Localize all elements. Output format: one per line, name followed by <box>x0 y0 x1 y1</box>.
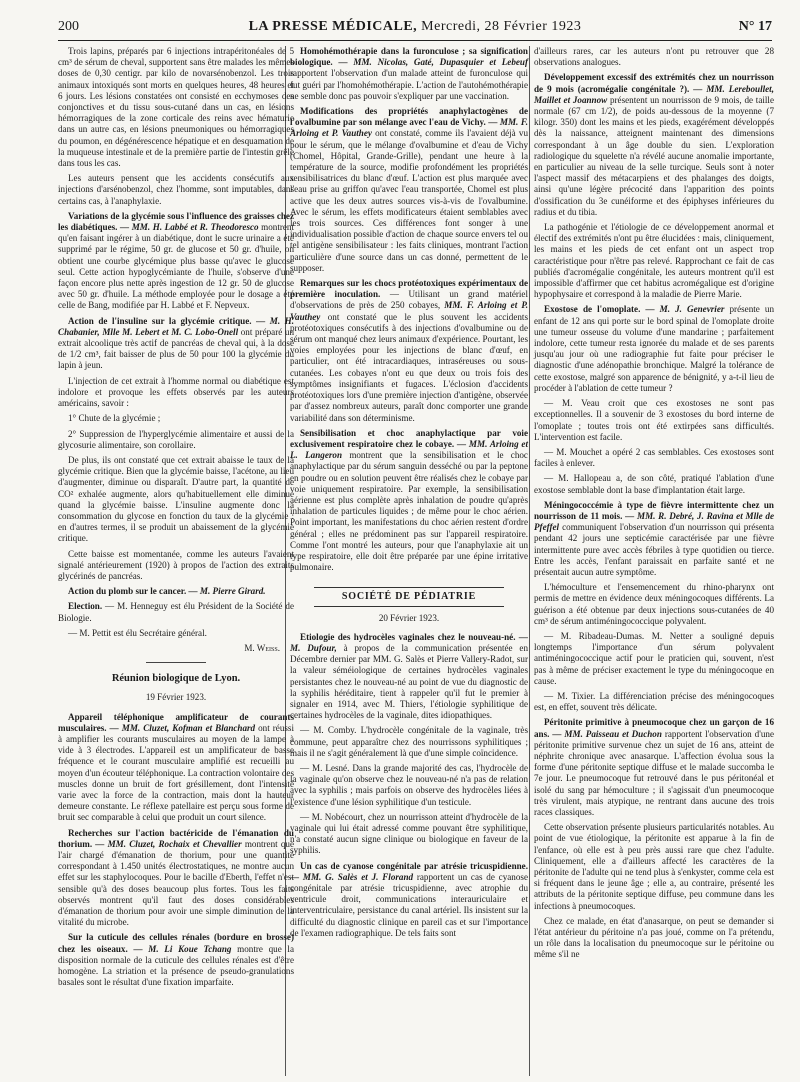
paragraph: — M. Veau croit que ces exostoses ne sont pas exceptionnelles. Il a souvenir de 3 exostoses du bord interne de l'omoplate ; toutes trois ont été extirpées sans difficultés. L'intervention est facile. <box>534 398 774 442</box>
article-title: Action du plomb sur le cancer. <box>68 586 187 597</box>
article <box>534 304 774 394</box>
paragraph: 2° Suppression de l'hyperglycémie alimentaire et aussi de la glycosurie alimentaire, son corollaire. <box>58 428 294 450</box>
paragraph: Chez ce malade, en état d'anasarque, on peut se demander si l'état antérieur du péritoine n'a pas joué, comme on l'a prétendu, un rôle dans la localisation du pneumocoque sur le péritoine ou même s'il ne <box>534 915 774 960</box>
article <box>58 601 294 623</box>
article-text: présente un enfant de 12 ans qui porte sur le bord spinal de l'omoplate droite une tumeur osseuse du volume d'une mandarine ; parfaitement indolore, cette tumeur resta ignorée du malade et de ses parents jusqu'au jour où une radiographie fut faite pour préciser le diagnostic d'une adénopathie bronchique. Malgré la tolérance de cette exostose, malgré son apparence de bénignité, y a-t-il lieu de procéder à l'ablation de cette tumeur ? <box>534 304 774 393</box>
article-title: Péritonite primitive à pneumocoque chez un garçon de 16 ans. <box>534 717 774 739</box>
column-1 <box>58 46 294 992</box>
article <box>58 712 294 824</box>
article-authors: — M. J. Genevrier <box>640 304 725 315</box>
article <box>290 278 528 424</box>
article-text: à propos de la communication présentée en Décembre dernier par MM. G. Salès et Pierre Vallery-Radot, sur la valeur séméiologique de certaines hydrocèles vaginales persistantes chez le nouveau-né au point de vue du diagnostic de la syphilis héréditaire, tient à rappeler qu'il fut le premier à signaler en 1914, avec M. Thiers, l'étiologie syphilitique de certaines hydrocèles de la vaginale, dites idiopathiques. <box>290 642 528 721</box>
article <box>58 828 294 929</box>
column-3 <box>534 46 774 965</box>
section-title: Réunion biologique de Lyon. <box>111 673 241 685</box>
article-title: Recherches sur l'action bactéricide de l'émanation du thorium. <box>58 827 294 849</box>
page-number: 200 <box>58 19 79 34</box>
article-title: Sur la cuticule des cellules rénales (bordure en brosse) chez les oiseaux. <box>58 932 294 954</box>
article-text: rapportent un cas de cyanose congénitale par atrésie tricuspidienne, avec atrophie du ventricule droit, communications interauriculaire et interventriculaire, persistance du canal artériel. Ils insistent sur la difficulté du diagnostic clinique en pareil cas et sur l'importance de l'examen radiographique. De tels faits sont <box>290 871 528 938</box>
article <box>534 717 774 818</box>
paragraph: L'injection de cet extrait à l'homme normal ou diabétique est indolore et provoque les effets observés par les auteurs américains, savoir : <box>58 375 294 409</box>
article-authors: — MM. Paisseau et Duchon <box>549 728 662 739</box>
divider <box>146 662 206 663</box>
article <box>290 46 528 102</box>
journal-name: LA PRESSE MÉDICALE, <box>248 19 418 34</box>
article-authors: — M. H. Chabanier, Mlle M. Lebert et M. C. Lobo-Onell <box>58 315 294 337</box>
article-text: ont constaté que le plus souvent les accidents protéotoxiques consécutifs à des injections d'ovalbumine ou de sérum ont manqué chez leurs animaux d'expérience. Pourtant, les voies employées pour les injections de blanc d'œuf, en particulier, ont été intracardiaques, intraséreuses ou sous-cutanées. Les cobayes n'ont eu que deux ou trois fois des symptômes insignifiants et fugaces. L'éclosion d'accidents protéotoxiques lors d'une première injection d'antigène, observée par d'assez nombreux auteurs, paraît donc comporter une grande variabilité dans son déterminisme. <box>290 311 528 423</box>
article-title: Appareil téléphonique amplificateur de courants musculaires. <box>58 711 294 733</box>
paragraph: Cette observation présente plusieurs particularités notables. Au point de vue étiologique, la péritonite est apparue à la fin de l'enfance, où elle est à peu près aussi rare que chez l'adulte. Cliniquement, elle a d'ailleurs affecté les caractères de la péritonite de l'adulte qui ne tend plus à s'enkyster, comme cela est si fréquent dans le jeune âge ; elle a, au contraire, présenté les attributs de la péritonite septique diffuse, peu commune dans les infections à pneumocoques. <box>534 822 774 911</box>
article <box>290 632 528 722</box>
article-text: — Utilisant un grand matériel d'observations de près de 250 cobayes, <box>290 289 528 311</box>
signature: M. Weiss. <box>244 642 280 653</box>
paragraph: — M. Ribadeau-Dumas. M. Netter a souligné depuis longtemps l'importance d'un sérum polyvalent antiméningococcique actif pour le praticien qui, souvent, n'est pas à même de préciser exactement le type du méningocoque en cause. <box>534 630 774 686</box>
article-title: Homohémothérapie dans la furonculose ; sa signification biologique. <box>290 46 528 68</box>
paragraph: Cette baisse est momentanée, comme les auteurs l'avaient signalé antérieurement (1920) à propos de l'action des extraits glycérinés de pancréas. <box>58 548 294 581</box>
article <box>58 932 294 988</box>
paragraph: La pathogénie et l'étiologie de ce développement anormal et électif des extrémités n'ont pu être élucidées : mais, cliniquement, les mains et les pieds de cet enfant ont un aspect trop caractéristique pour n'être pas relevé. Rapprochant ce fait de cas publiés d'acromégalie congénitale, les auteurs montrent qu'il est impossible d'affirmer que cet habitus acromégalique est d'origine hypophysaire et correspond à la maladie de Pierre Marie. <box>534 222 774 300</box>
article-text: présentent un nourrisson de 9 mois, de taille normale (67 cm 1/2), de poids au-dessous de la moyenne (7 kilogr. 350) dont les mains et les pieds, exagérément développés dès la naissance, atteignent maintenant des dimensions correspondant à un âge double du sien. L'exploration radiologique du squelette n'a révélé aucune anomalie importante, en particulier au niveau de la selle turcique. Seuls sont à noter l'aspect massif des métacarpiens et des phalanges des doigts, ainsi qu'une légère précocité dans l'apparition des points d'ossification du 3e cunéiforme et des épiphyses inférieures du radius et du tibia. <box>534 94 774 217</box>
article-text: montrent qu'en faisant ingérer à un diabétique, dont le sucre urinaire a été supprimé par le régime, 50 gr. de glucose et 50 gr. d'huile, on obtient une courbe glycémique plus basse qu'avec le glucose seul. Cette action hypoglycémiante de l'huile, s'observe d'une façon encore plus nette après ingestion de 12 gr. 50 de glucose avec 50 gr. d'huile. La méthode employée pour le dosage a été celle de Bang, modifiée par H. Labbé et F. Nepveux. <box>58 222 294 311</box>
article-text: rapportent l'observation d'une péritonite primitive survenue chez un sujet de 16 ans, atteint de néphrite chronique avec anasarque. L'affection évolua sous la forme d'une péritonite septique diffuse et le malade succomba le 7e jour. Le pneumocoque fut retrouvé dans le pus péritonéal et isolé du sang par hémoculture ; il s'agissait d'un pneumocoque très virulent, mais atypique, ne rentrant dans aucune des trois races classiques. <box>534 728 774 817</box>
article-text: ont constaté, comme ils l'avaient déjà vu pour le sérum, que le mélange d'ovalbumine et d'eau de Vichy (Chomel, Hôpital, Grande-Grille), pendant une heure à la température de la source, modifie profondément les propriétés sensibilisatrices du blanc d'œuf. L'action est plus marquée avec l'eau prise au griffon qu'avec l'eau transportée, Chomel est plus active que les deux autres sources vis-à-vis de l'ovalbumine. Avec le sérum, les effets modificateurs étaient semblables avec les trois sources. Ces différences font songer à une individualisation possible d'action de chaque source envers tel ou tel antigène sensibilisateur : les faits cliniques, montrant l'action particulière d'une source dans un cas donné, permettent de le supposer. <box>290 128 529 273</box>
article-text: ont réussi à amplifier les courants musculaires au moyen de la lampe à vide à 3 électrodes. L'appareil est un amplificateur de basse fréquence et le courant musculaire amplifié est recueilli au moyen d'un écouteur téléphonique. La contraction volontaire des muscles donne un bruit de fort grésillement, dont l'intensité varie avec la force de la contraction, mais dont la hauteur demeure constante. Le réflexe patellaire est perçu sous forme de bruit sec comparable à celui que produit un court silence. <box>58 722 294 823</box>
section-date: 19 Février 1923. <box>145 692 207 703</box>
article-title: Etiologie des hydrocèles vaginales chez le nouveau-né. <box>300 631 516 642</box>
article-authors: — MM. Cluzet, Rochaix et Chevallier <box>92 838 242 849</box>
article-authors: — M. Pierre Girard. <box>186 586 266 597</box>
article <box>58 211 294 312</box>
article-authors: — MM. Arloing et L. Langeron <box>290 438 528 461</box>
article-title: Action de l'insuline sur la glycémie critique. <box>68 315 252 326</box>
article-text: montrent que la sensibilisation et le choc anaphylactique par du sérum sanguin desséché ou par la peptone en poudre ou en solution peuvent être réalisés chez le cobaye par voie uniquement respiratoire. Par exemple, la sensibilisation aérienne est plus complète après inhalation de poudre qu'après inhalation de particules liquides ; de même pour le choc aérien. Point important, les manifestations du choc aérien restent d'ordre général ; elles ne prédominent pas sur l'appareil respiratoire. Comme l'ont montré les auteurs, pour que l'anaphylaxie ait un type respiratoire, elle doit être préparée par une épine irritative pulmonaire. <box>290 450 528 573</box>
paragraph: — M. Tixier. La différenciation précise des méningocoques est, en effet, souvent très délicate. <box>534 690 774 713</box>
section-title: SOCIÉTÉ DE PÉDIATRIE <box>314 587 504 606</box>
article <box>290 861 528 939</box>
article-authors: — M. Dufour, <box>290 631 528 653</box>
article-authors: — MM. H. Labbé et R. Theodoresco <box>117 222 259 233</box>
column-rule-2 <box>529 46 530 1076</box>
paragraph: — M. Pettit est élu Secrétaire général. <box>68 627 207 638</box>
issue-date: Mercredi, 28 Février 1923 <box>417 19 582 34</box>
article <box>58 586 294 597</box>
article-text: communiquent l'observation d'un nourrisson qui présenta pendant 42 jours une septicémie caractérisée par une fièvre intermittente pure avec accès fébriles à type quotidien ou tierce. Entre les accès, l'enfant paraissait en parfaite santé et ne présentait aucun autre symptôme. <box>534 522 774 577</box>
article-authors: — MM. F. Arloing et P. Vauthey <box>290 117 528 139</box>
article-title: Modifications des propriétés anaphylactogènes de l'ovalbumine par son mélange avec l'eau de Vichy. <box>290 106 528 128</box>
article-title: Election. <box>68 601 103 612</box>
paragraph: — M. Lesné. Dans la grande majorité des cas, l'hydrocèle de la vaginale qu'on observe chez le nouveau-né n'a pas de relation avec la syphilis ; mais parfois on observe des hydrocèles liées à l'existence d'une lésion syphilitique d'un testicule. <box>290 762 528 807</box>
section-date: 20 Février 1923. <box>378 612 440 623</box>
article-authors: — MM. Lereboullet, Maillet et Joannow <box>534 83 774 105</box>
article <box>534 500 774 578</box>
paragraph: L'hémoculture et l'ensemencement du rhino-pharynx ont permis de mettre en évidence deux méningocoques différents. La guérison a été obtenue par deux injections sous-cutanées de 40 cm³ de sérum antiméningococcique polyvalent. <box>534 582 774 626</box>
article-authors: MM. F. Arloing et P. Vauthey <box>290 300 528 322</box>
article <box>290 106 528 274</box>
article-title: Exostose de l'omoplate. <box>544 304 641 315</box>
article <box>534 72 774 218</box>
paragraph: — M. Hallopeau a, de son côté, pratiqué l'ablation d'une exostose semblable dont la base d'implantation était large. <box>534 473 774 495</box>
article-text: rapportent l'observation d'un malade atteint de furonculose qui fut guéri par l'homohémothérapie. L'action de l'autohémothérapie ne semble donc pas pouvoir s'expliquer par une vaccination. <box>290 68 528 101</box>
page-header <box>58 14 772 41</box>
article-title: Un cas de cyanose congénitale par atrésie tricuspidienne. <box>300 860 528 871</box>
article-text: ont préparé un extrait alcoolique très actif de pancréas de cheval qui, à la dose de 1/2 cm³, fait baisser de plus de 50 pour 100 la glycémie du lapin à jeun. <box>58 326 294 371</box>
article <box>290 428 528 574</box>
paragraph: Trois lapins, préparés par 6 injections intrapéritonéales de 5 cm³ de sérum de cheval, supportent sans être malades les mêmes doses de 0,30 centigr. par kilo de novarsénobenzol. Les trois animaux intoxiqués sont morts en quelques heures, 48 heures et 6 jours. Les lésions constatées ont consisté en ecchymoses des conjonctives et du tissu sous-cutané dans un cas, en lésions hémorragiques de la zone corticale des reins avec hématurie dans un autre cas, en lésions pneumoniques ou hémorragiques du poumon, en dégénérescence hépatique et en desquamation de la muqueuse intestinale et de la première partie de l'intestin grêle dans tous les cas. <box>58 46 294 169</box>
paragraph: — M. Mouchet a opéré 2 cas semblables. Ces exostoses sont faciles à enlever. <box>534 446 774 469</box>
article-text: montrent que l'air chargé d'émanation de thorium, pour une quantité correspondant à 1.450 unités électrostatiques, ne montre aucun effet sur les staphylocoques. Pour le bacille d'Eberth, l'effet n'est sensible qu'à des doses beaucoup plus fortes. Tous les faits observés montrent qu'il faut des doses considérables d'émanation de thorium pour avoir une simple diminution de la vitalité du microbe. <box>58 838 294 928</box>
article-authors: — MM. Nicolas, Gaté, Dupasquier et Lebeuf <box>332 57 528 68</box>
article-authors: — MM. R. Debré, J. Ravina et Mlle de Pfeffel <box>534 510 774 533</box>
article-title: Développement excessif des extrémités chez un nourrisson de 9 mois (acromégalie congénitale ?). <box>534 72 774 94</box>
paragraph: De plus, ils ont constaté que cet extrait abaisse le taux de la glycémie critique. Bien que la glycémie baisse, l'acétone, au lieu d'augmenter, diminue ou disparaît. D'autre part, la quantité de CO² exhalée augmente, alors qu'habituellement elle diminue quand la glycémie baisse. L'insuline augmente donc la consommation du glycose en fonction du taux de la glycémie : en d'autres termes, il se produit un abaissement de la glycémie critique. <box>58 454 294 544</box>
paragraph: 1° Chute de la glycémie ; <box>68 413 161 424</box>
paragraph: — M. Nobécourt, chez un nourrisson atteint d'hydrocèle de la vaginale qui lui était adressé comme pouvant être syphilitique, n'a constaté aucun signe clinique ou biologique en faveur de la syphilis. <box>290 811 528 856</box>
column-2 <box>290 46 528 943</box>
article-title: Sensibilisation et choc anaphylactique par voie exclusivement respiratoire chez le cobaye. <box>290 427 528 449</box>
article-title: Méningococcémie à type de fièvre intermittente chez un nourrisson de 11 mois. <box>534 499 774 521</box>
article-authors: — M. Li Koue Tchang <box>127 943 232 954</box>
article <box>58 316 294 372</box>
article-text: montre que la disposition normale de la cuticule des cellules rénales est d'être homogène. La striation et la présence de pseudo-granulations basales sont le résultat d'une fixation imparfaite. <box>58 943 294 988</box>
article-authors: — MM. Cluzet, Kofman et Blanchard <box>106 722 256 733</box>
article-authors: — MM. G. Salès et J. Florand <box>290 871 414 882</box>
article-text: — M. Henneguy est élu Président de la Société de Biologie. <box>58 601 294 623</box>
article-title: Remarques sur les chocs protéotoxiques expérimentaux de première inoculation. <box>290 278 528 300</box>
paragraph: Les auteurs pensent que les accidents consécutifs aux injections d'arsénobenzol, chez l'homme, sont imputables, dans certains cas, à l'anaphylaxie. <box>58 173 294 206</box>
issue-number: N° 17 <box>738 19 772 34</box>
article-title: Variations de la glycémie sous l'influence des graisses chez les diabétiques. <box>58 210 294 233</box>
paragraph: — M. Comby. L'hydrocèle congénitale de la vaginale, très commune, peut apparaître chez des nourrissons syphilitiques ; mais il ne s'agit généralement là que d'une simple coïncidence. <box>290 725 528 758</box>
journal-title <box>58 14 772 40</box>
paragraph: d'ailleurs rares, car les auteurs n'ont pu retrouver que 28 observations analogues. <box>534 46 774 68</box>
